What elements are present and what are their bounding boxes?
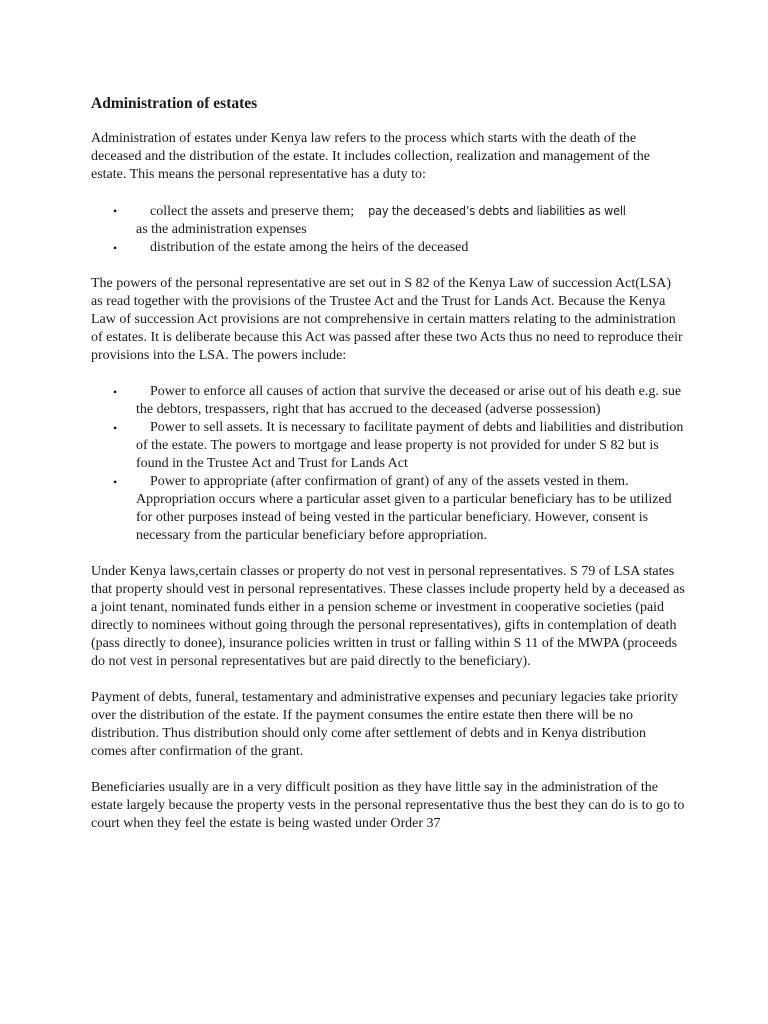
vesting-paragraph: Under Kenya laws,certain classes or property do not vest in personal representatives. S 79 of LSA states that property should vest in personal representatives. These classes include property held by a deceased as a joint tenant, nominated funds either in a pension scheme or investment in cooperative societies (paid directly to nominees without going through the personal representatives), gifts in contemplation of death (pass directly to donee), insurance policies written in trust or falling within S 11 of the MWPA (proceeds do not vest in personal representatives but are paid directly to the beneficiary). [91,564,685,669]
bullet-icon: • [113,204,118,218]
bullet-icon: • [113,385,118,399]
payment-paragraph: Payment of debts, funeral, testamentary and administrative expenses and pecuniary legacies take priority over the distribution of the estate. If the payment consumes the entire estate then there will be no distribution. Thus distribution should only come after settlement of debts and in Kenya distribution comes after confirmation of the grant. [91,690,679,759]
power-text: Power to sell assets. It is necessary to facilitate payment of debts and liabilities and distribution of the estate. The powers to mortgage and lease property is not provided for under S 82 but is found in the Trustee Act and Trust for Lands Act [136,420,684,471]
document-page [91,94,685,851]
power-item [91,419,685,473]
intro-paragraph: Administration of estates under Kenya law refers to the process which starts with the death of the deceased and the distribution of the estate. It includes collection, realization and management of the estate. This means the personal representative has a duty to: [91,131,651,182]
power-item [91,383,685,419]
duty-text: distribution of the estate among the heirs of the deceased [150,240,469,255]
beneficiaries-paragraph: Beneficiaries usually are in a very difficult position as they have little say in the administration of the estate largely because the property vests in the personal representative thus the best they can do is to go to court when they feel the estate is being wasted under Order 37 [91,780,685,831]
powers-paragraph: The powers of the personal representative are set out in S 82 of the Kenya Law of succession Act(LSA) as read together with the provisions of the Trustee Act and the Trust for Lands Act. Because the Kenya Law of succession Act provisions are not comprehensive in certain matters relating to the administration of estates. It is deliberate because this Act was passed after these two Acts thus no need to reproduce their provisions into the LSA. The powers include: [91,276,683,363]
power-text: Power to appropriate (after confirmation of grant) of any of the assets vested in them. Appropriation occurs where a particular asset given to a particular beneficiary has to be utilized for other purposes instead of being vested in the particular beneficiary. However, consent is necessary from the particular beneficiary before appropriation. [136,474,672,543]
duty-item [91,239,685,257]
duties-list [91,202,685,257]
power-item [91,473,685,545]
duty-text-part3: as the administration expenses [136,222,307,237]
bullet-icon: • [113,241,118,255]
bullet-icon: • [113,421,118,435]
document-title: Administration of estates [91,95,258,112]
duty-text-part2: pay the deceased’s debts and liabilities as well [368,203,626,218]
duty-item [91,202,685,239]
powers-list [91,383,685,545]
bullet-icon: • [113,475,118,489]
duty-text-part1: collect the assets and preserve them; [150,204,355,219]
power-text: Power to enforce all causes of action that survive the deceased or arise out of his death e.g. sue the debtors, trespassers, right that has accrued to the deceased (adverse possession) [136,384,682,417]
